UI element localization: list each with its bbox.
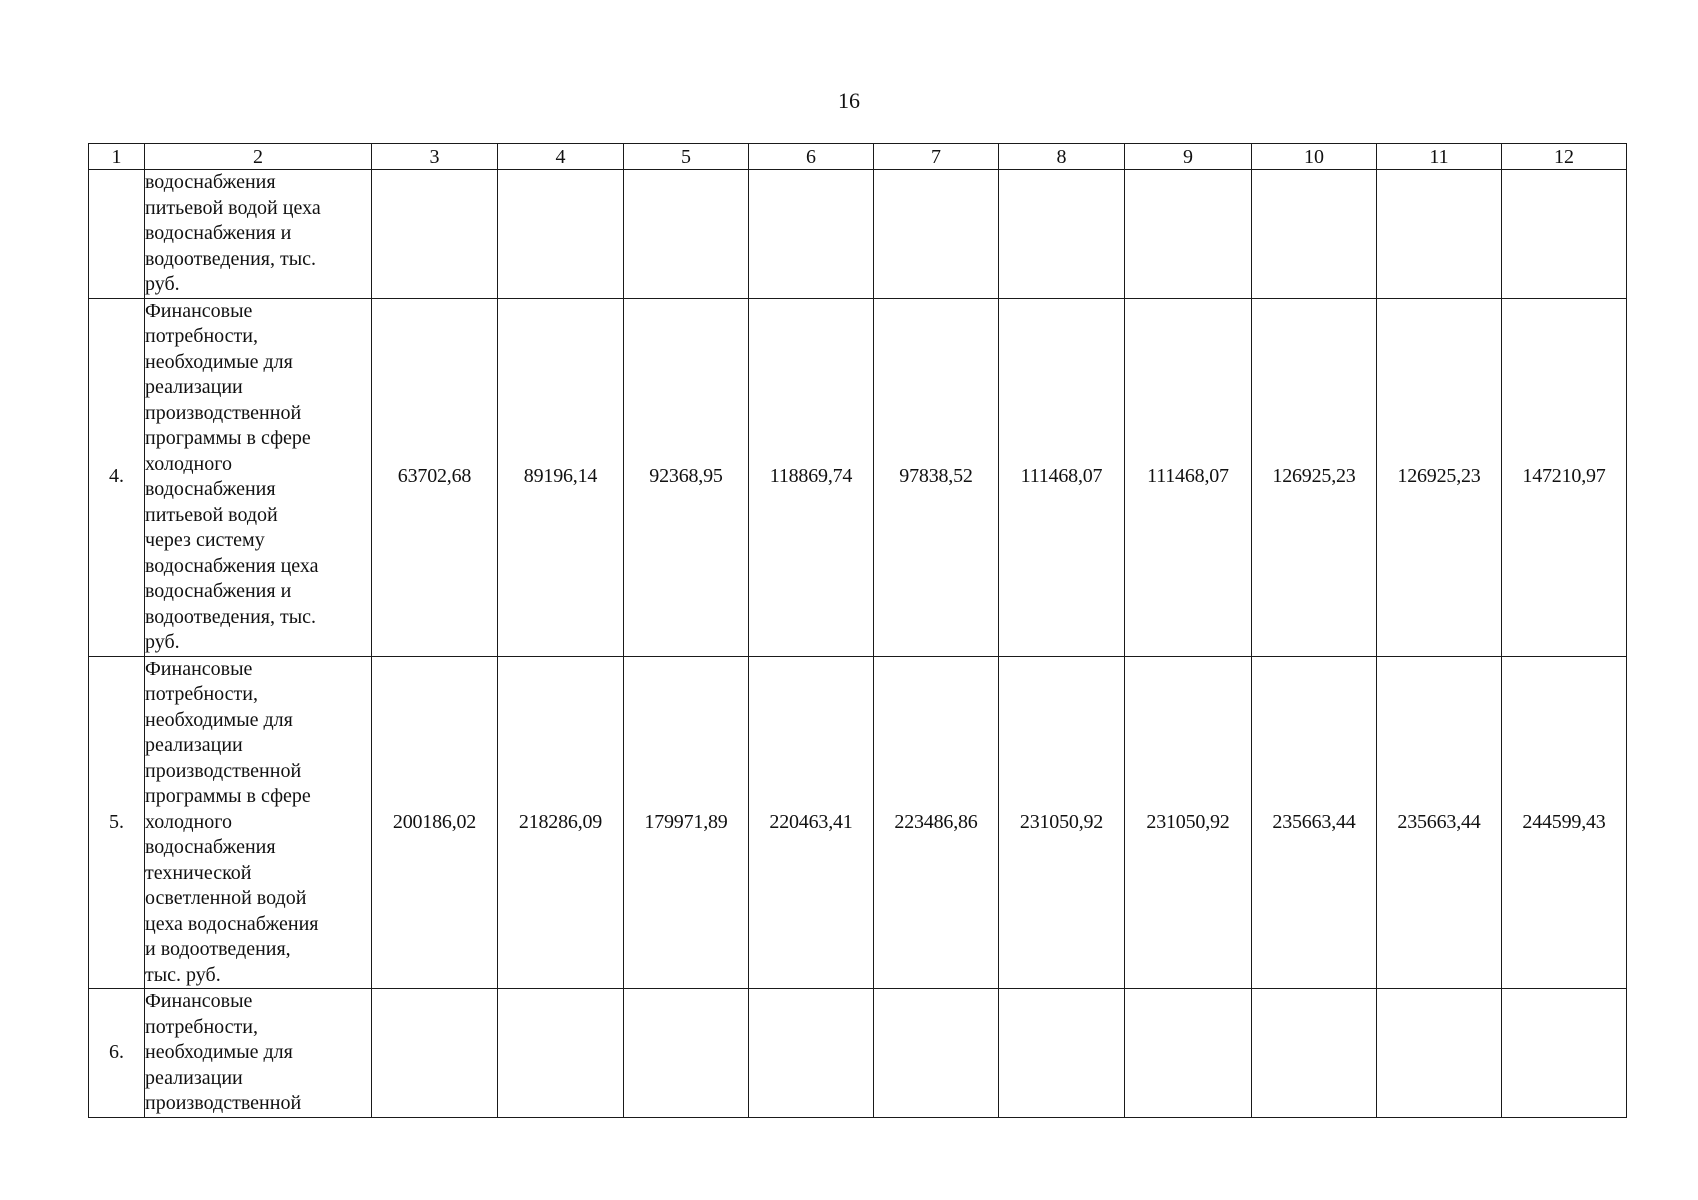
description-line: потребности, [145,325,258,347]
column-header: 3 [372,144,498,170]
value-cell [372,170,498,299]
value-cell [1502,170,1627,299]
column-header: 6 [749,144,874,170]
value-cell [624,170,749,299]
row-number: 4. [89,298,145,656]
value-cell: 179971,89 [624,656,749,989]
description-line: производственной [145,1092,302,1114]
value-cell: 118869,74 [749,298,874,656]
value-cell: 126925,23 [1377,298,1502,656]
value-cell [749,170,874,299]
description-line: реализации [145,376,243,398]
row-description [145,170,372,299]
table-row [89,298,1627,656]
description-line: руб. [145,631,180,653]
column-header: 11 [1377,144,1502,170]
value-cell [1377,989,1502,1118]
value-cell [624,989,749,1118]
value-cell: 218286,09 [498,656,624,989]
row-description [145,298,372,656]
description-line: необходимые для [145,708,293,731]
table-row [89,170,1627,299]
row-number: 5. [89,656,145,989]
value-cell [1125,989,1252,1118]
description-line: осветленной водой [145,887,307,909]
description-line: водоснабжения [145,836,276,858]
description-line: необходимые для [145,350,293,373]
description-line: питьевой водой цеха [145,196,321,219]
value-cell [874,989,999,1118]
description-line: потребности, [145,1015,258,1038]
description-line: питьевой водой [145,503,278,526]
value-cell [1252,170,1377,299]
value-cell [749,989,874,1118]
table-row [89,989,1627,1118]
value-cell: 220463,41 [749,656,874,989]
value-cell: 223486,86 [874,656,999,989]
description-line: водоснабжения [145,478,276,500]
column-header: 2 [145,144,372,170]
column-header: 5 [624,144,749,170]
description-line: водоотведения, тыс. [145,605,317,628]
value-cell: 126925,23 [1252,298,1377,656]
description-line: водоснабжения и [145,580,292,602]
value-cell [874,170,999,299]
table-row [89,656,1627,989]
data-table [88,143,1627,1118]
description-line: потребности, [145,683,258,705]
column-header: 7 [874,144,999,170]
value-cell [1377,170,1502,299]
description-line: производственной [145,401,302,424]
value-cell: 235663,44 [1252,656,1377,989]
value-cell [999,170,1125,299]
value-cell: 235663,44 [1377,656,1502,989]
description-line: водоснабжения и [145,222,292,244]
row-number [89,170,145,299]
value-cell: 231050,92 [1125,656,1252,989]
value-cell: 231050,92 [999,656,1125,989]
description-line: и водоотведения, [145,938,291,960]
column-header: 12 [1502,144,1627,170]
value-cell [372,989,498,1118]
description-line: реализации [145,1066,243,1089]
value-cell: 111468,07 [1125,298,1252,656]
table-body [89,170,1627,1118]
description-line: реализации [145,734,243,756]
row-description [145,656,372,989]
column-header: 4 [498,144,624,170]
description-line: производственной [145,759,302,782]
description-line: необходимые для [145,1041,293,1063]
description-line: водоснабжения [145,171,276,193]
value-cell [498,989,624,1118]
description-line: холодного [145,810,232,833]
description-line: водоснабжения цеха [145,554,319,577]
description-line: руб. [145,273,180,295]
column-header: 1 [89,144,145,170]
value-cell [1252,989,1377,1118]
description-line: цеха водоснабжения [145,912,319,935]
value-cell [999,989,1125,1118]
value-cell: 200186,02 [372,656,498,989]
description-line: Финансовые [145,299,253,322]
value-cell: 244599,43 [1502,656,1627,989]
header-row [89,144,1627,170]
value-cell: 111468,07 [999,298,1125,656]
description-line: через систему [145,529,265,551]
value-cell: 92368,95 [624,298,749,656]
value-cell: 89196,14 [498,298,624,656]
description-line: холодного [145,452,232,475]
description-line: технической [145,861,252,884]
value-cell: 147210,97 [1502,298,1627,656]
description-line: программы в сфере [145,427,311,449]
page-number: 16 [838,88,860,113]
value-cell [1502,989,1627,1118]
description-line: водоотведения, тыс. [145,247,317,270]
value-cell [498,170,624,299]
description-line: Финансовые [145,657,253,680]
column-header: 9 [1125,144,1252,170]
column-header: 8 [999,144,1125,170]
description-line: тыс. руб. [145,963,221,986]
row-description [145,989,372,1118]
row-number: 6. [89,989,145,1118]
value-cell [1125,170,1252,299]
description-line: Финансовые [145,990,253,1012]
value-cell: 63702,68 [372,298,498,656]
column-header: 10 [1252,144,1377,170]
description-line: программы в сфере [145,785,311,807]
value-cell: 97838,52 [874,298,999,656]
